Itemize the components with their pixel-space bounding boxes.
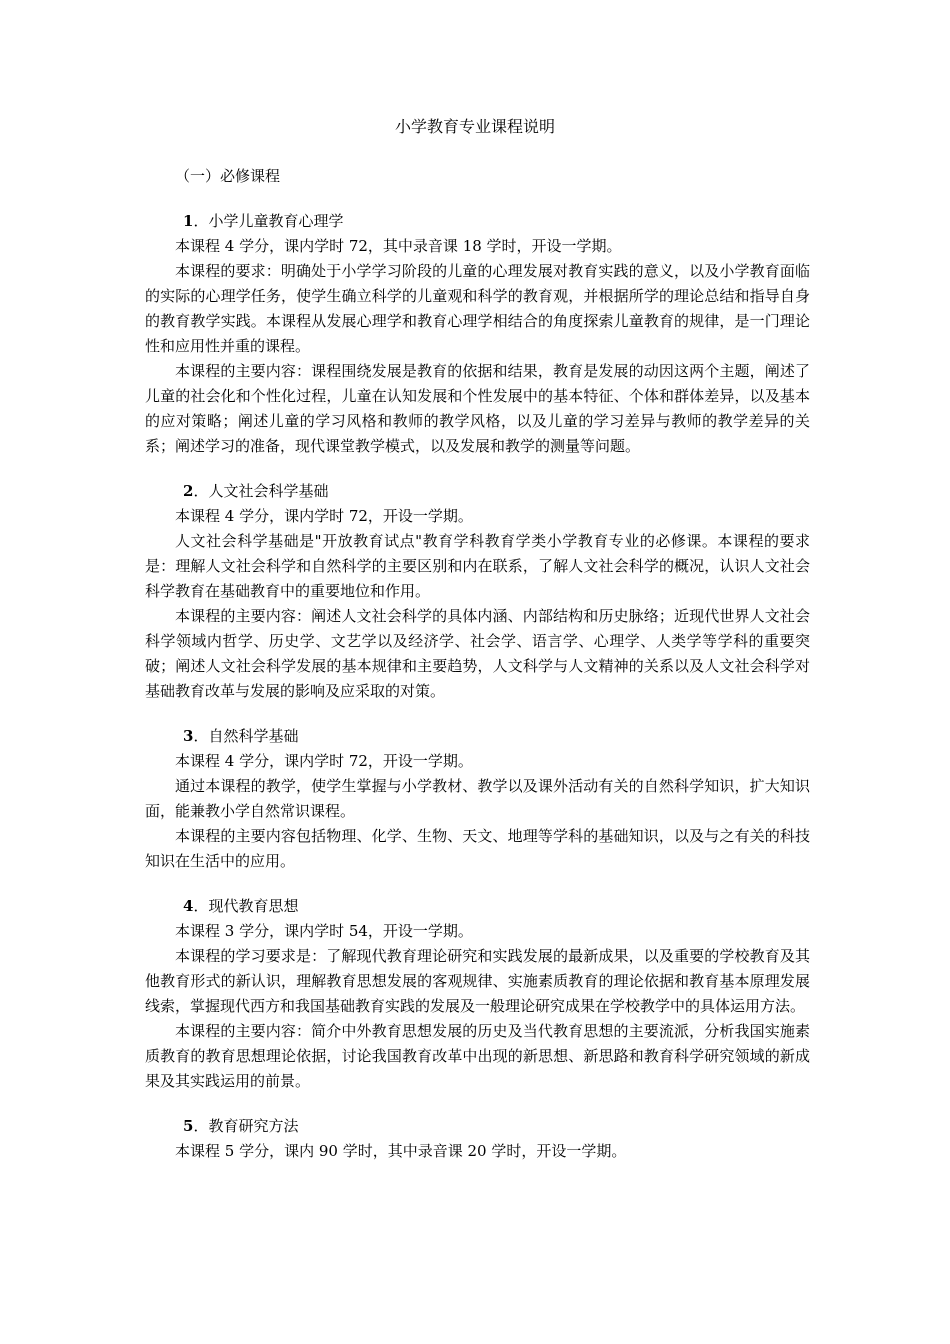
- course-3: [145, 724, 810, 874]
- course-paragraph: 本课程的主要内容：阐述人文社会科学的具体内涵、内部结构和历史脉络；近现代世界人文社会科学领域内哲学、历史学、文艺学以及经济学、社会学、语言学、心理学、人类学等学科的重要突破；阐述人文社会科学发展的基本规律和主要趋势，人文科学与人文精神的关系以及人文社会科学对基础教育改革与发展的影响及应采取的对策。: [145, 607, 810, 700]
- course-paragraph: 本课程的主要内容包括物理、化学、生物、天文、地理等学科的基础知识，以及与之有关的科技知识在生活中的应用。: [145, 827, 810, 870]
- course-number: 2: [183, 482, 194, 500]
- document-body: [145, 164, 810, 1184]
- course-number: 4: [183, 897, 194, 915]
- course-paragraph: 本课程 5 学分，课内 90 学时，其中录音课 20 学时，开设一学期。: [175, 1142, 627, 1160]
- course-paragraph: 通过本课程的教学，使学生掌握与小学教材、教学以及课外活动有关的自然科学知识，扩大知识面，能兼教小学自然常识课程。: [145, 777, 810, 820]
- course-title: 1．小学儿童教育心理学: [183, 212, 344, 230]
- course-5: [145, 1114, 810, 1164]
- course-2: [145, 479, 810, 704]
- course-title: 5．教育研究方法: [183, 1117, 299, 1135]
- course-paragraph: 本课程 4 学分，课内学时 72，开设一学期。: [175, 752, 473, 770]
- course-title: 2．人文社会科学基础: [183, 482, 329, 500]
- course-paragraph: 本课程的主要内容：课程围绕发展是教育的依据和结果，教育是发展的动因这两个主题，阐述了儿童的社会化和个性化过程，儿童在认知发展和个性发展中的基本特征、个体和群体差异，以及基本的应对策略；阐述儿童的学习风格和教师的教学风格，以及儿童的学习差异与教师的教学差异的关系；阐述学习的准备，现代课堂教学模式，以及发展和教学的测量等问题。: [145, 362, 810, 455]
- course-paragraph: 本课程 4 学分，课内学时 72，其中录音课 18 学时，开设一学期。: [175, 237, 622, 255]
- course-paragraph: 本课程 3 学分，课内学时 54，开设一学期。: [175, 922, 473, 940]
- course-paragraph: 本课程 4 学分，课内学时 72，开设一学期。: [175, 507, 473, 525]
- section-heading: （一）必修课程: [175, 167, 281, 185]
- course-paragraph: 本课程的要求：明确处于小学学习阶段的儿童的心理发展对教育实践的意义，以及小学教育面临的实际的心理学任务，使学生确立科学的儿童观和科学的教育观，并根据所学的理论总结和指导自身的教育教学实践。本课程从发展心理学和教育心理学相结合的角度探索儿童教育的规律，是一门理论性和应用性并重的课程。: [145, 262, 810, 355]
- document-title: 小学教育专业课程说明: [394, 117, 555, 136]
- course-title: 3．自然科学基础: [183, 727, 299, 745]
- course-name: 自然科学基础: [208, 727, 299, 745]
- course-name: 小学儿童教育心理学: [208, 212, 344, 230]
- course-1: [145, 209, 810, 459]
- course-number: 1: [183, 212, 194, 230]
- course-paragraph: 人文社会科学基础是"开放教育试点"教育学科教育学类小学教育专业的必修课。本课程的要求是：理解人文社会科学和自然科学的主要区别和内在联系，了解人文社会科学的概况，认识人文社会科学教育在基础教育中的重要地位和作用。: [145, 532, 810, 600]
- course-number: 5: [183, 1117, 194, 1135]
- course-paragraph: 本课程的主要内容：简介中外教育思想发展的历史及当代教育思想的主要流派，分析我国实施素质教育的教育思想理论依据，讨论我国教育改革中出现的新思想、新思路和教育科学研究领域的新成果及其实践运用的前景。: [145, 1022, 810, 1090]
- course-name: 教育研究方法: [208, 1117, 299, 1135]
- course-name: 现代教育思想: [208, 897, 299, 915]
- course-number: 3: [183, 727, 194, 745]
- course-title: 4．现代教育思想: [183, 897, 299, 915]
- course-name: 人文社会科学基础: [208, 482, 329, 500]
- course-4: [145, 894, 810, 1094]
- course-paragraph: 本课程的学习要求是：了解现代教育理论研究和实践发展的最新成果，以及重要的学校教育及其他教育形式的新认识，理解教育思想发展的客观规律、实施素质教育的理论依据和教育基本原理发展线索，掌握现代西方和我国基础教育实践的发展及一般理论研究成果在学校教学中的具体运用方法。: [145, 947, 810, 1015]
